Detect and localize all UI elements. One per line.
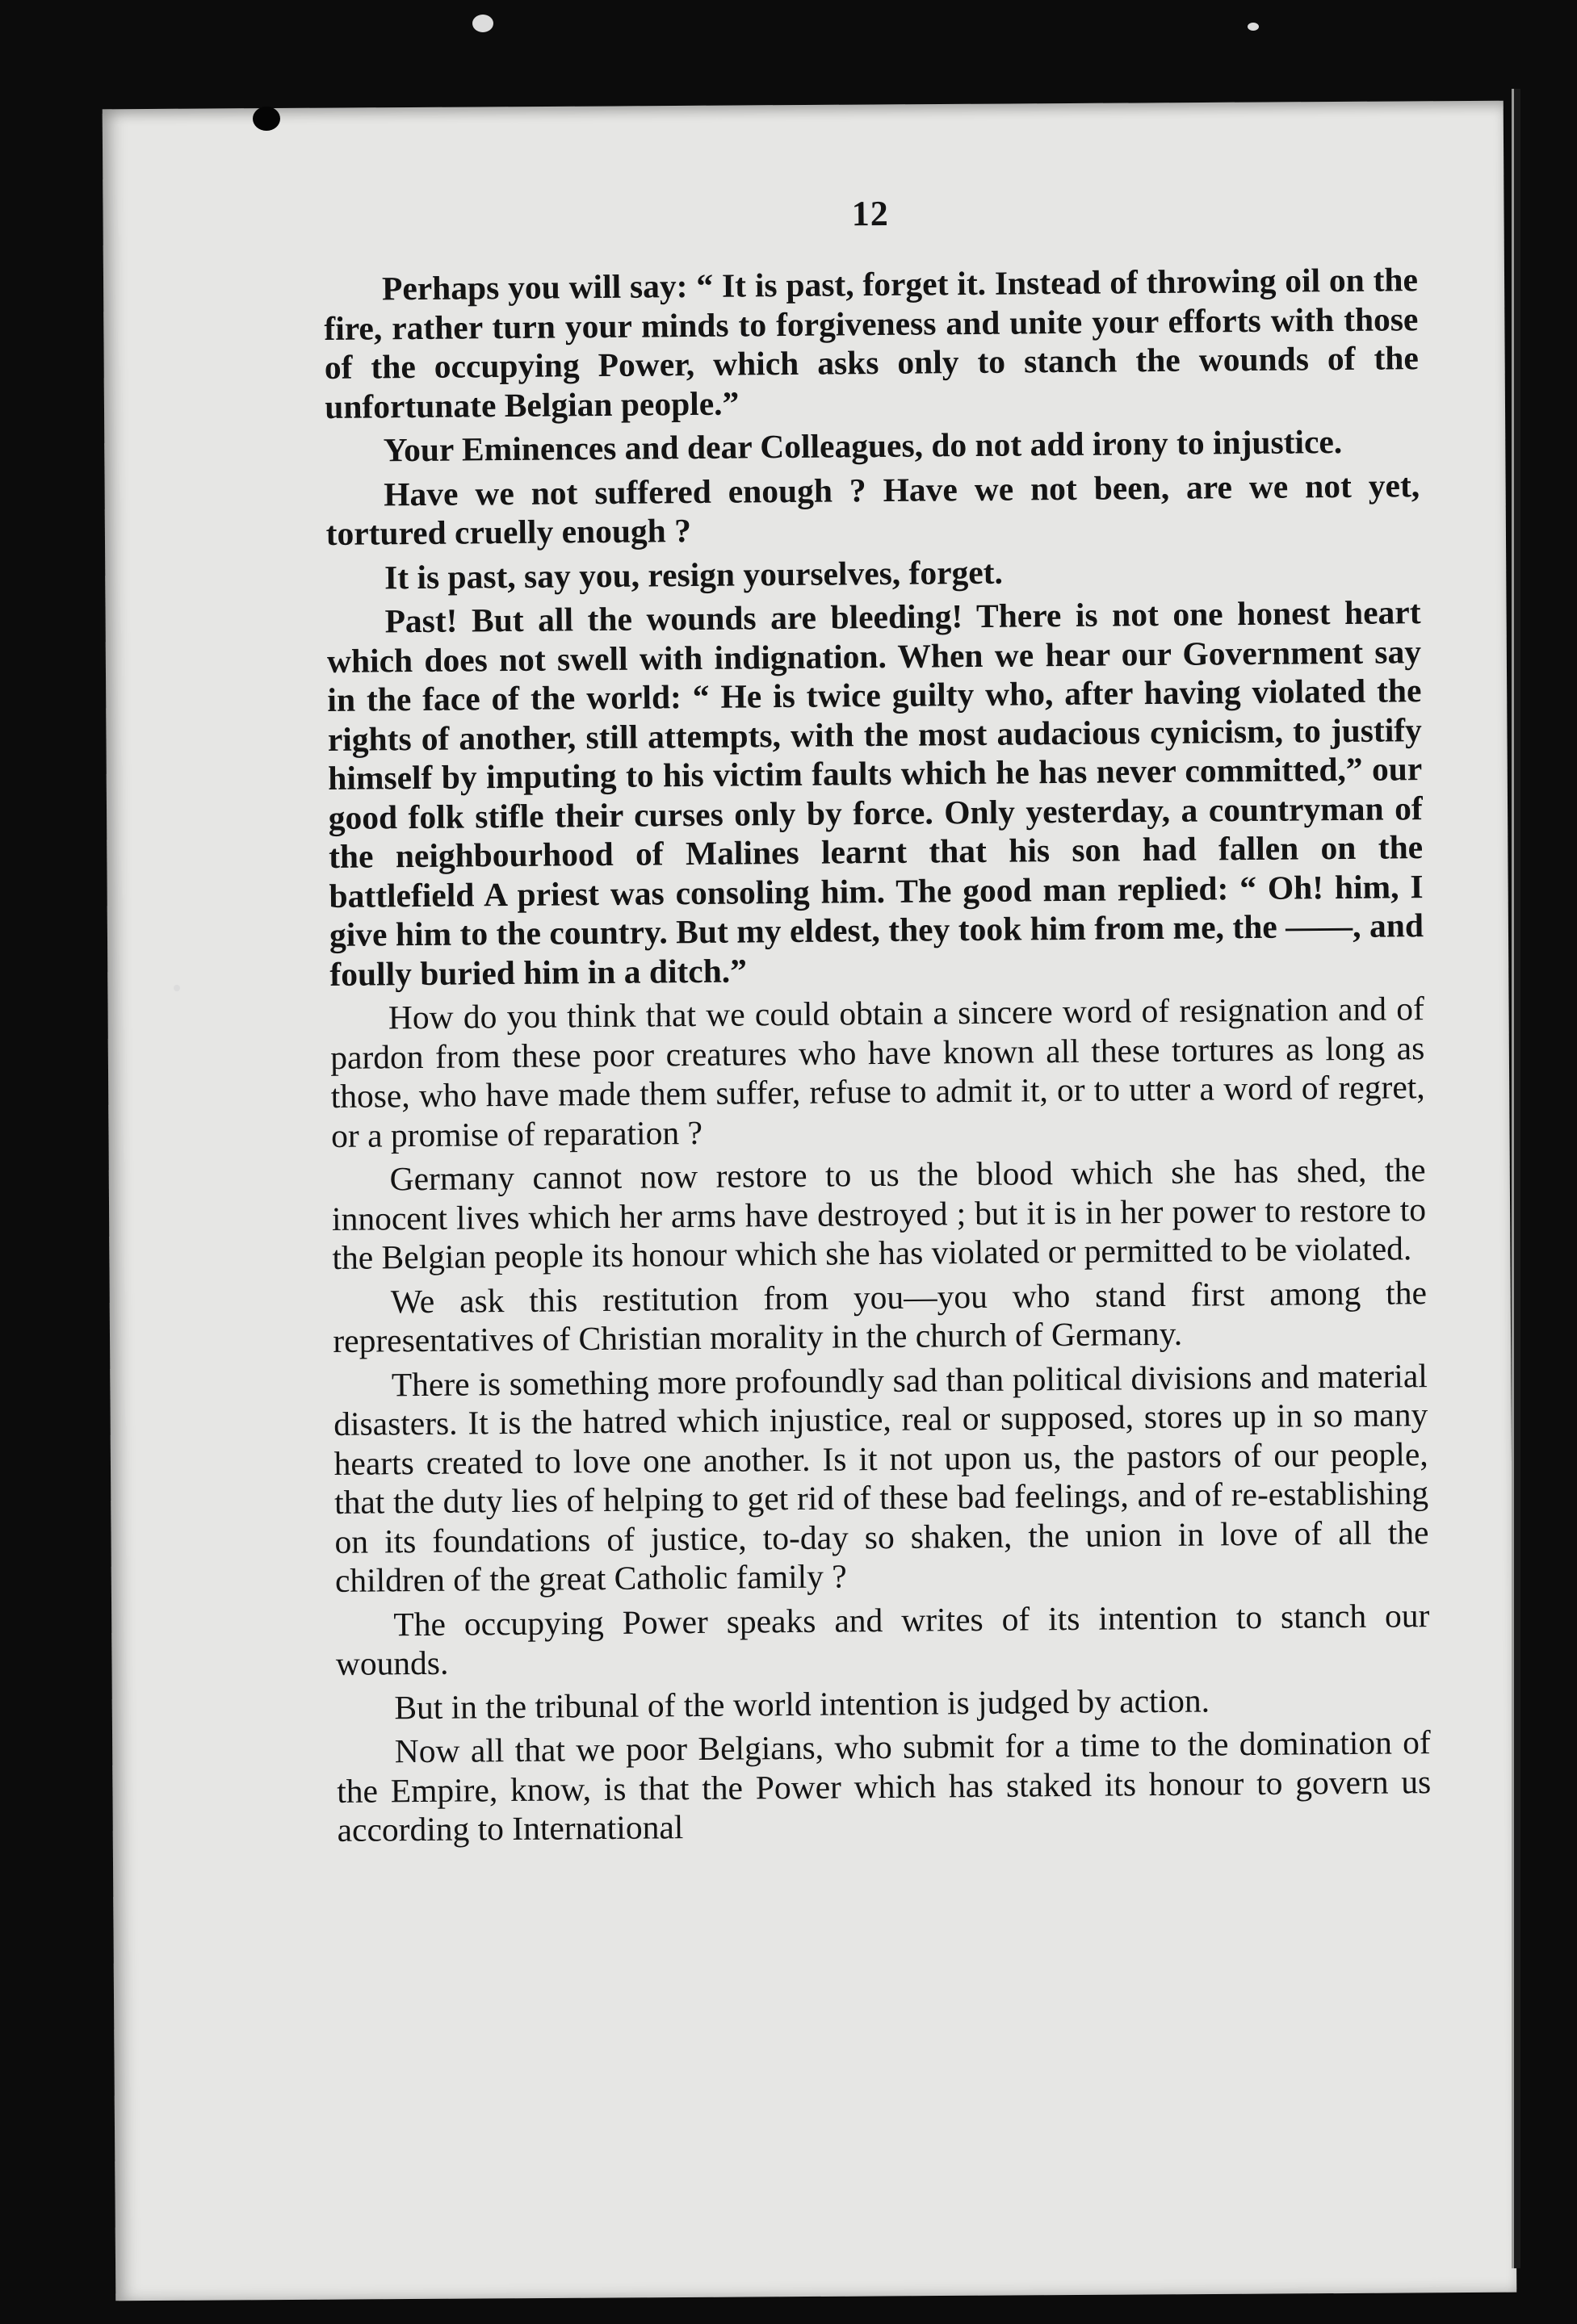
- page-text: [323, 188, 1432, 1854]
- next-page-edge: [1512, 89, 1520, 2268]
- paragraph: Now all that we poor Belgians, who submit for a time to the domination of the Empire, know, is that the Power which has staked its honour to govern us according to International: [337, 1723, 1432, 1849]
- paragraph: It is past, say you, resign yourselves, forget.: [384, 553, 1004, 596]
- paragraph: We ask this restitution from you—you who stand first among the representatives of Christian morality in the church of Germany.: [333, 1273, 1428, 1359]
- scan-speck: [1248, 23, 1259, 31]
- paragraph: But in the tribunal of the world intention is judged by action.: [394, 1681, 1210, 1726]
- scan-speck: [472, 15, 493, 32]
- paragraph: Germany cannot now restore to us the blood which she has shed, the innocent lives which her arms have destroyed ; but it is in her power to restore to the Belgian people its honour which she has violated or permitted to be violated.: [331, 1151, 1427, 1276]
- scan-speck: [174, 985, 180, 991]
- paragraph: Past! But all the wounds are bleeding! There is not one honest heart which does not swell with indignation. When we hear our Government say in the face of the world: “ He is twice guilty who, after having violated the rights of another, still attempts, with the most audacious cynicism, to justify himself by imputing to his victim faults which he has never committed,” our good folk stifle their curses only by force. Only yesterday, a countryman of the neighbourhood of Malines learnt that his son had fallen on the battlefield A priest was consoling him. The good man replied: “ Oh! him, I give him to the country. But my eldest, they took him from me, the ——, and foully buried him in a ditch.”: [326, 593, 1424, 993]
- binding-hole: [253, 107, 280, 131]
- paragraph: How do you think that we could obtain a sincere word of resignation and of pardon from these poor creatures who have known all these tortures as long as those, who have made them suffer, refuse to admit it, or to utter a word of regret, or a promise of reparation ?: [330, 990, 1425, 1154]
- paragraph: The occupying Power speaks and writes of its intention to stanch our wounds.: [335, 1596, 1430, 1682]
- paragraph: Perhaps you will say: “ It is past, forget it. Instead of throwing oil on the fire, rather turn your minds to forgiveness and unite your efforts with those of the occupying Power, which asks only to stanch the wounds of the unfortunate Belgian people.”: [324, 261, 1419, 425]
- paragraph: There is something more profoundly sad than political divisions and material disasters. It is the hatred which injustice, real or supposed, stores up in so many hearts created to love one another. Is it not upon us, the pastors of our people, that the duty lies of helping to get rid of these bad feelings, and of re-establishing on its foundations of justice, to-day so shaken, the union in love of all the children of the great Catholic family ?: [333, 1356, 1429, 1599]
- page-number: 12: [851, 193, 889, 234]
- paragraph: Have we not suffered enough ? Have we not been, are we not yet, tortured cruelly enough ?: [325, 466, 1420, 552]
- paragraph: Your Eminences and dear Colleagues, do not add irony to injustice.: [383, 422, 1343, 469]
